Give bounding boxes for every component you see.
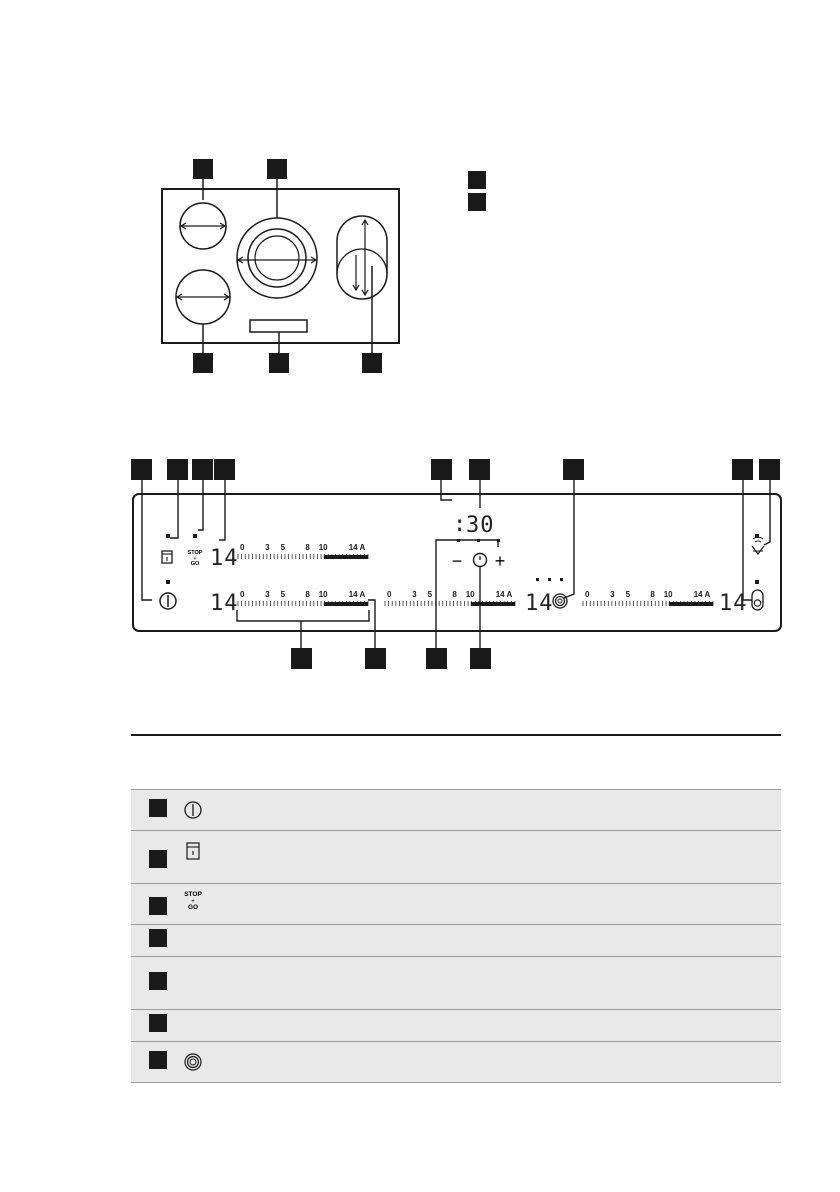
timer-plus-button[interactable]: + [494, 551, 506, 571]
legend-marker [468, 171, 486, 189]
svg-text:STOP: STOP [184, 890, 203, 898]
callout-marker [362, 353, 382, 373]
stop-go-icon[interactable] [188, 550, 203, 567]
scale-tick-label: 8 [650, 590, 655, 599]
svg-text:STOP: STOP [187, 550, 203, 556]
table-header [131, 735, 781, 790]
scale-tick-label: 10 [465, 590, 475, 599]
callout-marker [759, 459, 780, 480]
callout-marker [426, 648, 447, 669]
scale-tick-label: 0 [387, 590, 392, 599]
timer-icon[interactable] [474, 554, 487, 567]
lock-icon [181, 842, 205, 865]
callout-marker [469, 459, 490, 480]
callout-marker [193, 159, 213, 179]
scale-tick-label: 5 [280, 590, 286, 599]
table-row [131, 1010, 781, 1042]
callout-marker [167, 459, 188, 480]
scale-tick-label: 3 [265, 590, 270, 599]
callout-marker [365, 648, 386, 669]
scale-tick-label: 3 [265, 543, 270, 552]
callout-marker [431, 459, 452, 480]
table-row [131, 1042, 781, 1083]
zone-display: 14 [525, 591, 554, 616]
callout-marker [214, 459, 235, 480]
callout-marker [563, 459, 584, 480]
lock-icon[interactable] [162, 551, 172, 563]
table-row [131, 790, 781, 831]
scale-tick-label: 0 [240, 543, 245, 552]
callout-marker [193, 353, 213, 373]
svg-text:+: + [191, 898, 196, 905]
callout-marker [269, 353, 289, 373]
scale-tick-label: 0 [585, 590, 590, 599]
scale-tick-label: 14 A [348, 543, 366, 552]
scale-tick-label: 14 A [348, 590, 366, 599]
hob-layout-diagram [0, 0, 840, 400]
zone-display: 14 [210, 546, 239, 571]
zone-display: 14 [210, 591, 239, 616]
scale-tick-label: 8 [452, 590, 457, 599]
scale-tick-label: 10 [318, 590, 328, 599]
ring-icon [181, 1052, 205, 1074]
legend-marker [468, 193, 486, 211]
cooking-zone-oval [337, 216, 387, 299]
bridge-icon[interactable] [752, 590, 763, 610]
power-slider[interactable] [238, 543, 368, 559]
scale-tick-label: 5 [280, 543, 286, 552]
power-slider[interactable] [583, 590, 713, 606]
svg-text:GO: GO [188, 903, 199, 911]
callout-marker [131, 459, 152, 480]
power-slider[interactable] [385, 590, 515, 606]
power-icon[interactable] [160, 593, 176, 609]
callout-marker [291, 648, 312, 669]
power-icon [181, 800, 205, 822]
scale-tick-label: 10 [318, 543, 328, 552]
scale-tick-label: 14 A [693, 590, 711, 599]
stop-go-icon [181, 889, 205, 916]
description-table [131, 734, 781, 1083]
boost-icon[interactable] [553, 594, 567, 608]
timer-colon: : [453, 512, 468, 537]
scale-tick-label: 10 [663, 590, 673, 599]
scale-tick-label: 5 [427, 590, 433, 599]
callout-marker [470, 648, 491, 669]
scale-tick-label: 3 [610, 590, 615, 599]
control-panel-outline [250, 320, 307, 332]
table-row [131, 925, 781, 957]
scale-tick-label: 0 [240, 590, 245, 599]
cooking-zone-triple [237, 218, 317, 298]
timer-minus-button[interactable]: − [451, 551, 463, 571]
table-row [131, 884, 781, 925]
table-row [131, 831, 781, 884]
table-row [131, 957, 781, 1010]
timer-display: 30 [466, 513, 495, 538]
callout-marker [732, 459, 753, 480]
power-slider[interactable] [238, 590, 368, 606]
scale-tick-label: 3 [412, 590, 417, 599]
scale-tick-label: 8 [305, 543, 310, 552]
zone-display: 14 [719, 591, 748, 616]
callout-marker [267, 159, 287, 179]
svg-text:+: + [193, 556, 197, 562]
scale-tick-label: 8 [305, 590, 310, 599]
hob2hood-icon[interactable] [752, 537, 764, 554]
svg-text:GO: GO [190, 561, 200, 567]
control-panel-diagram [0, 450, 840, 680]
callout-marker [192, 459, 213, 480]
scale-tick-label: 14 A [495, 590, 513, 599]
scale-tick-label: 5 [625, 590, 631, 599]
